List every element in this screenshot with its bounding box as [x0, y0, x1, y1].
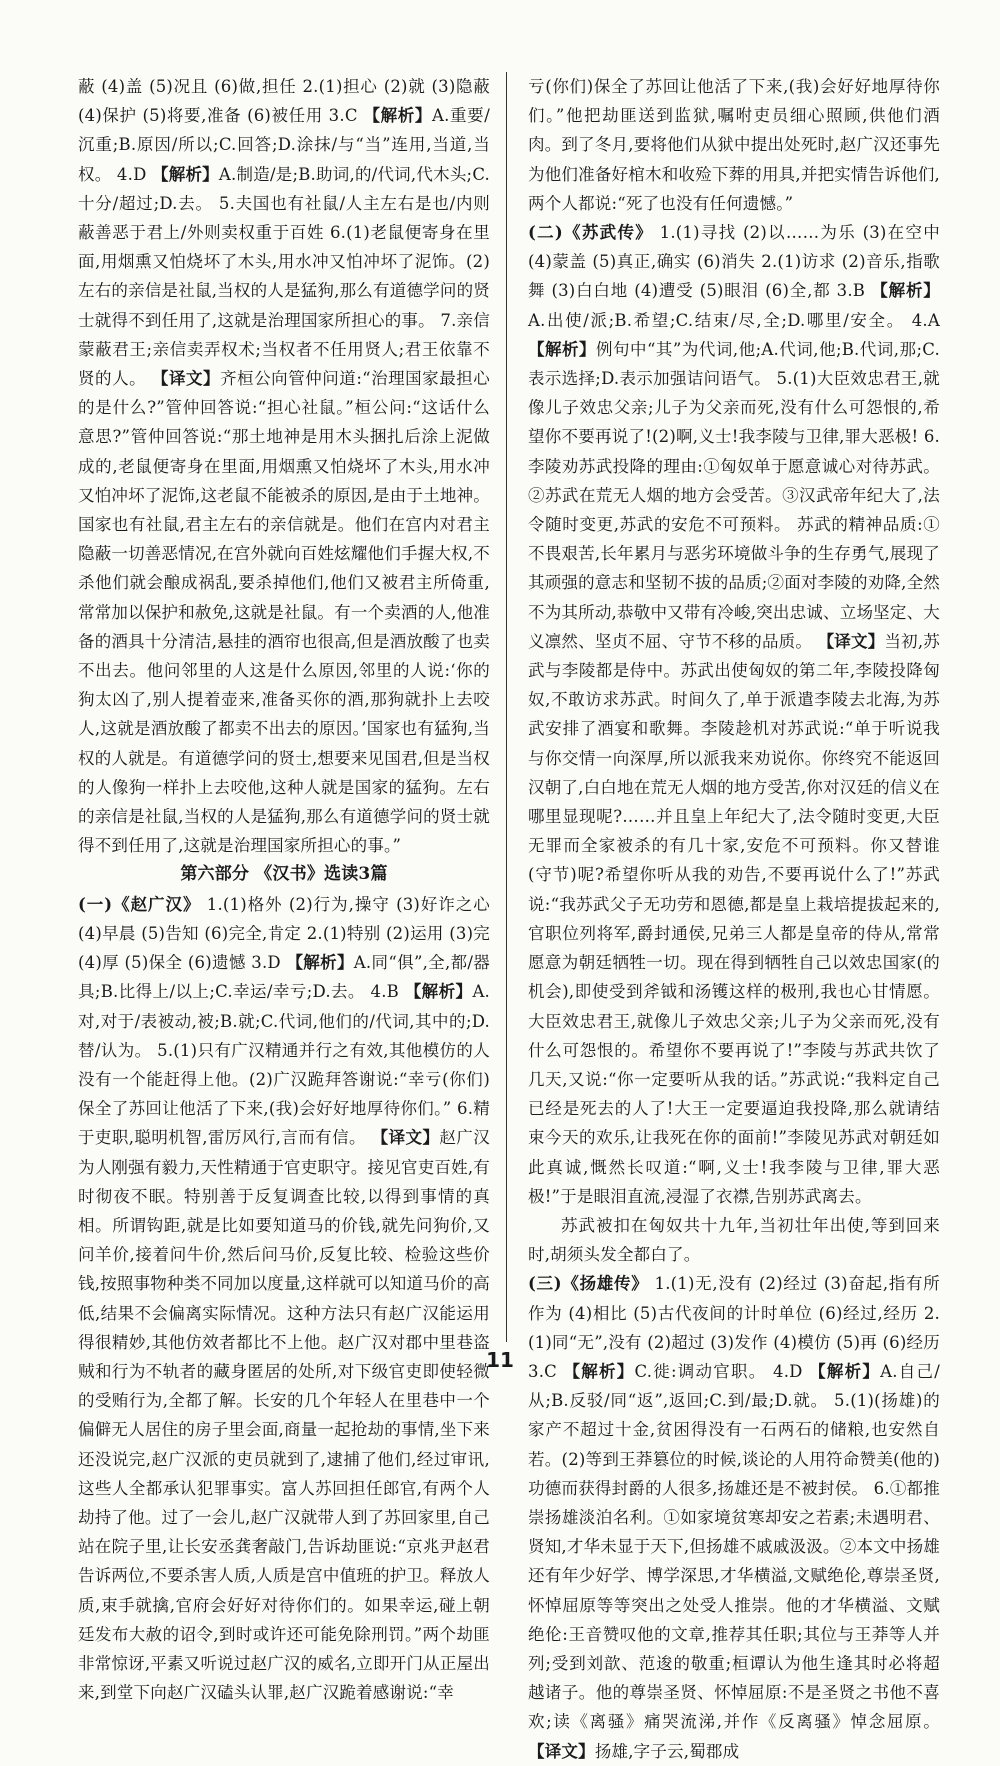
page-number: 11	[486, 1348, 514, 1372]
answer-block	[78, 72, 490, 860]
analysis-tag: 【解析】	[151, 164, 219, 184]
answer-text: A.出使/派;B.希望;C.结束/尽,全;D.哪里/安全。 4.A	[528, 310, 940, 330]
translation-tag: 【译文】	[371, 1128, 440, 1148]
translation-continued: 亏(你们)保全了苏回让他活了下来,(我)会好好地厚待你们。”他把劫匪送到监狱,嘱咐吏员细心照顾,供他们酒肉。到了冬月,要将他们从狱中提出处死时,赵广汉还事先为他们准备好棺木和收殓下葬的用具,并把实情告诉他们,两个人都说:“死了也没有任何遗憾。”	[528, 77, 940, 213]
translation-paragraph: 苏武被扣在匈奴共十九年,当初壮年出使,等到回来时,胡须头发全都白了。	[528, 1215, 940, 1265]
right-column	[528, 72, 941, 1761]
section-title: (三)《扬雄传》	[528, 1274, 649, 1294]
section-zhao-guanghan	[78, 890, 490, 1708]
answer-text: C.徙:调动官职。 4.D	[634, 1361, 803, 1381]
answer-text: 1.(1)无,没有 (2)经过 (3)奋起,指有所作为 (4)相比 (5)古代夜间的计时单位 (6)经过,经历 2.(1)同“无”,没有 (2)超过 (3)发作 (4)模仿 (5)再 (6)经历 3.C	[528, 1274, 940, 1381]
answer-text: A.同“俱”,全,都/器具;B.比得上/以上;C.幸运/幸亏;D.去。 4.B	[78, 953, 491, 1002]
answer-text: 例句中“其”为代词,他;A.代词,他;B.代词,那;C.表示选择;D.表示加强诘问语气。 5.(1)大臣效忠君王,就像儿子效忠父亲;儿子为父亲而死,没有什么可怨恨的,希望你不要再说了!(2)啊,义士!我李陵与卫律,罪大恶极! 6.李陵劝苏武投降的理由:①匈奴单于愿意诚心对待苏武。②苏武在荒无人烟的地方会受苦。③汉武帝年纪大了,法令随时变更,苏武的安危不可预料。 苏武的精神品质:①不畏艰苦,长年累月与恶劣环境做斗争的生存勇气,展现了其顽强的意志和坚韧不拔的品质;②面对李陵的劝降,全然不为其所动,恭敬中又带有冷峻,突出忠诚、立场坚定、大义凛然、坚贞不屈、守节不移的品质。	[528, 339, 941, 651]
translation-tag: 【译文】	[528, 1741, 595, 1761]
part-heading: 第六部分 《汉书》选读3篇	[180, 864, 388, 885]
analysis-tag: 【解析】	[363, 106, 433, 126]
answer-text: 蔽 (4)盖 (5)况且 (6)做,担任 2.(1)担心 (2)就 (3)隐蔽 (4)保护 (5)将要,准备 (6)被任用 3.C	[78, 77, 490, 126]
section-su-wu	[528, 218, 940, 1211]
translation-text: 扬雄,字子云,蜀郡成	[594, 1741, 740, 1761]
translation-tag: 【译文】	[151, 369, 221, 389]
column-divider	[506, 72, 507, 1342]
answer-text: A.重要/沉重;B.原因/所以;C.回答;D.涂抹/与“当”连用,当道,当权。 4.D	[78, 106, 490, 184]
answer-page	[78, 72, 941, 1761]
answer-text: A.对,对于/表被动,被;B.就;C.代词,他们的/代词,其中的;D.替/认为。 5.(1)只有广汉精通并行之有效,其他模仿的人没有一个能赶得上他。(2)广汉跪拜答谢说:“幸亏(你们)保全了苏回让他活了下来,(我)会好好地厚待你们。” 6.精于吏职,聪明机智,雷厉风行,言而有信。	[78, 982, 490, 1148]
translation-text: 赵广汉为人刚强有毅力,天性精通于官吏职守。接见官吏百姓,有时彻夜不眠。特别善于反复调查比较,以得到事情的真相。所谓钩距,就是比如要知道马的价钱,就先问狗价,又问羊价,接着问牛价,然后问马价,反复比较、检验这些价钱,按照事物种类不同加以度量,这样就可以知道马价的高低,结果不会偏离实际情况。这种方法只有赵广汉能运用得很精妙,其他仿效者都比不上他。赵广汉对郡中里巷盗贼和行为不轨者的藏身匿居的处所,对下级官吏即使轻微的受贿行为,全都了解。长安的几个年轻人在里巷中一个偏僻无人居住的房子里会面,商量一起抢劫的事情,坐下来还没说完,赵广汉派的吏员就到了,逮捕了他们,经过审讯,这些人全都承认犯罪事实。富人苏回担任郎官,有两个人劫持了他。过了一会儿,赵广汉就带人到了苏回家里,自己站在院子里,让长安丞龚奢敲门,告诉劫匪说:“京兆尹赵君告诉两位,不要杀害人质,人质是宫中值班的护卫。释放人质,束手就擒,官府会好好对待你们的。如果幸运,碰上朝廷发布大赦的诏令,到时或许还可能免除刑罚。”两个劫匪非常惊讶,平素又听说过赵广汉的威名,立即开门从正屋出来,到堂下向赵广汉磕头认罪,赵广汉跪着感谢说:“幸	[78, 1128, 490, 1703]
analysis-tag: 【解析】	[286, 953, 354, 973]
answer-text: A.制造/是;B.助词,的/代词,代木头;C.十分/超过;D.去。 5.夫国也有社鼠/人主左右是也/内则蔽善恶于君上/外则卖权重于百姓 6.(1)老鼠便寄身在里面,用烟熏又怕烧坏了木头,用水冲又怕冲坏了泥饰。(2)左右的亲信是社鼠,当权的人是猛狗,那么有道德学问的贤士就得不到任用了,这就是治理国家所担心的事。 7.亲信蒙蔽君王;亲信卖弄权术;当权者不任用贤人;君王依靠不贤的人。	[78, 164, 491, 389]
analysis-tag: 【解析】	[563, 1361, 635, 1381]
analysis-tag: 【解析】	[809, 1361, 881, 1381]
analysis-tag: 【解析】	[528, 339, 596, 359]
translation-tag: 【译文】	[817, 631, 885, 651]
answer-text: 1.(1)格外 (2)行为,操守 (3)好诈之心 (4)早晨 (5)告知 (6)完全,肯定 2.(1)特别 (2)运用 (3)完 (4)厚 (5)保全 (6)遗憾 3.D	[78, 894, 490, 973]
analysis-tag: 【解析】	[871, 281, 940, 301]
section-title: (一)《赵广汉》	[78, 894, 201, 914]
analysis-tag: 【解析】	[404, 982, 473, 1002]
translation-text: 当初,苏武与李陵都是侍中。苏武出使匈奴的第二年,李陵投降匈奴,不敢访求苏武。时间久了,单于派遣李陵去北海,为苏武安排了酒宴和歌舞。李陵趁机对苏武说:“单于听说我与你交情一向深厚,所以派我来劝说你。你终究不能返回汉朝了,白白地在荒无人烟的地方受苦,你对汉廷的信义在哪里显现呢?……并且皇上年纪大了,法令随时变更,大臣无罪而全家被杀的有几十家,安危不可预料。你又替谁(守节)呢?希望你听从我的劝告,不要再说什么了!”苏武说:“我苏武父子无功劳和恩德,都是皇上栽培提拔起来的,官职位列将军,爵封通侯,兄弟三人都是皇帝的侍从,常常愿意为朝廷牺牲一切。现在得到牺牲自己以效忠国家(的机会),即使受到斧钺和汤镬这样的极刑,我也心甘情愿。大臣效忠君王,就像儿子效忠父亲;儿子为父亲而死,没有什么可怨恨的。希望你不要再说了!”李陵与苏武共饮了几天,又说:“你一定要听从我的话。”苏武说:“我料定自己已经是死去的人了!大王一定要逼迫我投降,那么就请结束今天的欢乐,让我死在你的面前!”李陵见苏武对朝廷如此真诚,慨然长叹道:“啊,义士!我李陵与卫律,罪大恶极!”于是眼泪直流,浸湿了衣襟,告别苏武离去。	[528, 631, 941, 1206]
section-yang-xiong	[528, 1269, 940, 1765]
section-title: (二)《苏武传》	[528, 223, 654, 243]
left-column	[78, 72, 491, 1703]
answer-text: 1.(1)寻找 (2)以……为乐 (3)在空中 (4)蒙盖 (5)真正,确实 (6)消失 2.(1)访求 (2)音乐,指歌舞 (3)白白地 (4)遭受 (5)眼泪 (6)全,都 3.B	[528, 223, 940, 301]
answer-text: A.自己/从;B.反驳/同“返”,返回;C.到/最;D.就。 5.(1)(扬雄)的家产不超过十金,贫困得没有一石两石的储粮,也安然自若。(2)等到王莽篡位的时候,谈论的人用符命赞美(他的)功德而获得封爵的人很多,扬雄还是不被封侯。 6.①都推崇扬雄淡泊名利。①如家境贫寒却安之若素;未遇明君、贤知,才华未显于天下,但扬雄不戚戚汲汲。②本文中扬雄还有年少好学、博学深思,才华横溢,文赋绝伦,尊崇圣贤,怀悼屈原等等突出之处受人推崇。他的才华横溢、文赋绝伦:王音赞叹他的文章,推荐其任职;其位与王莽等人并列;受到刘歆、范逡的敬重;桓谭认为他生逢其时必将超越诸子。他的尊崇圣贤、怀悼屈原:不是圣贤之书他不喜欢;读《离骚》痛哭流涕,并作《反离骚》悼念屈原。	[528, 1361, 940, 1732]
translation-text: 齐桓公向管仲问道:“治理国家最担心的是什么?”管仲回答说:“担心社鼠。”桓公问:“这话什么意思?”管仲回答说:“那土地神是用木头捆扎后涂上泥做成的,老鼠便寄身在里面,用烟熏又怕烧坏了木头,用水冲又怕冲坏了泥饰,这老鼠不能被杀的原因,是由于土地神。国家也有社鼠,君主左右的亲信就是。他们在宫内对君主隐蔽一切善恶情况,在宫外就向百姓炫耀他们手握大权,不杀他们就会酿成祸乱,要杀掉他们,他们又被君主所倚重,常常加以保护和赦免,这就是社鼠。有一个卖酒的人,他准备的酒具十分清洁,悬挂的酒帘也很高,但是酒放酸了也卖不出去。他问邻里的人这是什么原因,邻里的人说:‘你的狗太凶了,别人提着壶来,准备买你的酒,那狗就扑上去咬人,这就是酒放酸了都卖不出去的原因。’国家也有猛狗,当权的人就是。有道德学问的贤士,想要来见国君,但是当权的人像狗一样扑上去咬他,这种人就是国家的猛狗。左右的亲信是社鼠,当权的人是猛狗,那么有道德学问的贤士就得不到任用了,这就是治理国家所担心的事。”	[78, 369, 490, 856]
